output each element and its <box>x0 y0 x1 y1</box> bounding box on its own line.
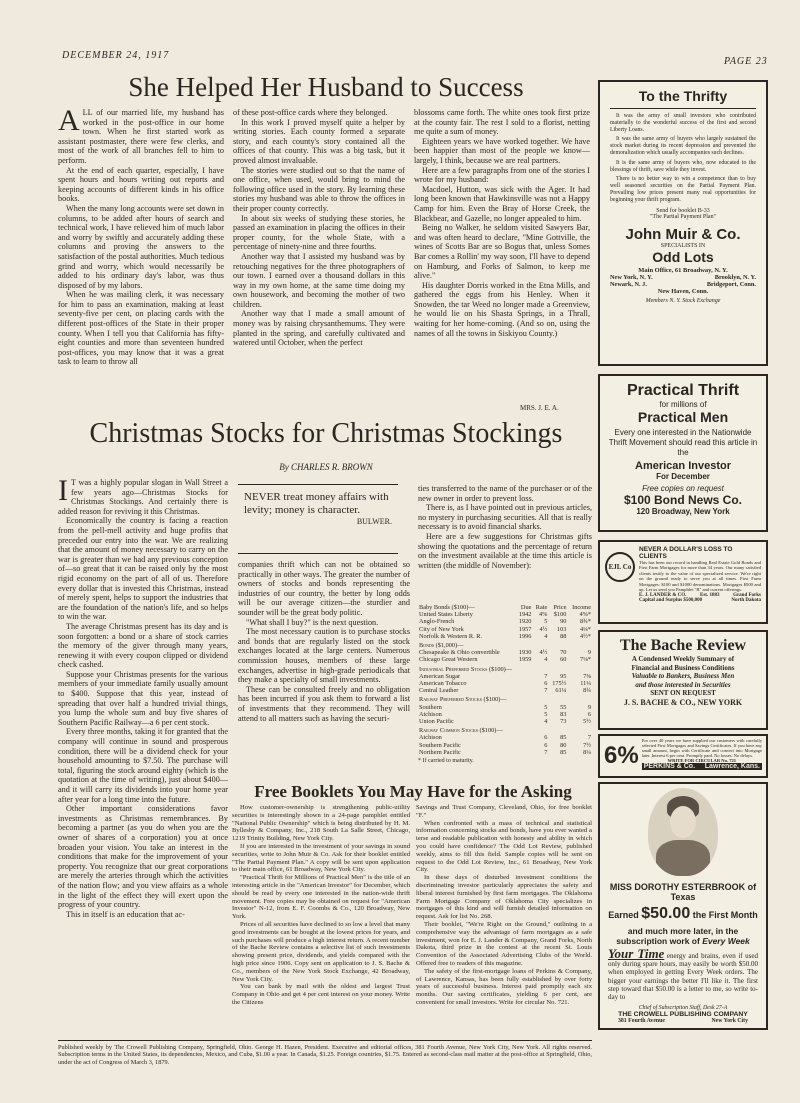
table-cell: 4¼* <box>579 625 591 633</box>
ad-oddlots: Odd Lots <box>652 248 714 265</box>
table-row <box>418 618 592 625</box>
article1-para: Macdoel, Hutton, was sick with the Ager. It had long been known that Hawkinsville was not a Happy Camp for him. Even the Bray of Horse Creek, the Blackbear, and Gazelle, no longer appealed to him. <box>414 184 590 223</box>
table-header: Baby Bonds ($100)— <box>419 604 475 611</box>
table-cell: 8¾ <box>583 687 591 695</box>
article2-para: companies thrift which can not be obtained so practically in other ways. The greater the number of owners of stocks and bonds representing the industries of our country, the better by long odds will be our average citizen—the sturdier and sounder will be the great body politic. <box>238 560 410 617</box>
table-header: Price <box>553 604 567 611</box>
article2-para: Suppose your Christmas presents for the various members of your immediate family usually amount to $400. Suppose that this year, instead of spreading that over half a hundred trivial things, you lump the whole sum and buy five shares of Southern Pacific Railway—a 6 per cent stock. <box>58 669 228 727</box>
ad-para: It is the same army of buyers who, now educated to the blessings of thrift, save while they invest. <box>610 159 756 173</box>
article2-para: Every three months, taking it for granted that the company will continue in sound and prosperous condition, there will be a dividend check for your household amounting to $7.50. The purchase will total, figuring the stock around eighty (which is the quotation at the time of writing), just about $400—and it will carry its dividends into your home year after year for a long time into the future. <box>58 727 228 804</box>
crowell-ad[interactable] <box>598 782 768 1030</box>
table-row <box>418 680 592 687</box>
ad-text: Free copies on request <box>642 484 724 493</box>
article2-para: Economically the country is facing a reaction from the pell-mell activity and huge profits that preceded our entry into the war. We are realizing that the amount of money necessary to carry on the war is greater than we had any previous conception of—so great that it can be raised only by the most rigid economy on the part of all of us. Therefore every dollar that is invested this Christmas, instead of merely spent, helps to support the industries that are the foundation of the nation's life, and so helps to win the war. <box>58 516 228 622</box>
table-cell <box>515 680 532 687</box>
table-cell <box>515 687 532 694</box>
table-group-label: Bonds ($1,000)— <box>419 642 464 650</box>
stock-table <box>418 604 592 764</box>
table-cell: 4 <box>544 656 548 664</box>
table-cell: 5 <box>544 710 548 718</box>
table-cell: 5 <box>544 703 548 711</box>
ad-name: MISS DOROTHY ESTERBROOK of Texas <box>609 882 757 902</box>
table-row <box>418 718 592 725</box>
ad-more-text: and much more later, in the subscription work of <box>616 926 739 946</box>
table-footnote: * If carried to maturity. <box>418 758 474 765</box>
article1-col1 <box>58 108 224 414</box>
table-cell: City of New York <box>419 625 464 633</box>
ad-firm: PERKINS & Co. <box>643 763 696 771</box>
article3-col1 <box>232 804 410 1030</box>
table-row <box>418 626 592 633</box>
table-cell: 175½ <box>552 680 567 688</box>
table-cell: 61¼ <box>555 687 567 695</box>
table-cell: 4½ <box>539 649 548 657</box>
ad-send: Send for booklet B-33 <box>656 207 710 214</box>
ad-earned: Earned <box>608 910 639 920</box>
ad-title: NEVER A DOLLAR'S LOSS TO CLIENTS <box>639 546 733 560</box>
table-cell: Anglo-French <box>419 618 455 626</box>
table-cell: 88 <box>560 632 567 640</box>
ad-title: To the Thrifty <box>638 88 728 104</box>
ad-percent: 6% <box>604 742 639 769</box>
ad-branch: Newark, N. J. <box>610 280 647 288</box>
table-cell: 4%* <box>579 611 591 619</box>
ad-main-office: Main Office, 61 Broadway, N. Y. <box>638 266 728 274</box>
table-cell: American Sugar <box>419 672 461 680</box>
table-cell: 4 <box>544 718 548 726</box>
ad-firm: J. S. BACHE & CO., NEW YORK <box>623 697 743 707</box>
table-header: Rate <box>535 604 548 611</box>
ad-para: It was the same army of buyers who largely sustained the stock market during its recent depression and prevented the demoralization which usually accompanies such declines. <box>610 136 756 156</box>
table-cell: United States Liberty <box>419 611 473 619</box>
table-cell: 85 <box>560 748 567 756</box>
table-group-row <box>418 725 592 734</box>
table-cell: 1959 <box>518 656 532 664</box>
lander-logo-icon: EJL Co <box>605 552 635 582</box>
table-cell: 5½ <box>583 718 591 726</box>
ad-member: Members N. Y. Stock Exchange <box>645 297 721 304</box>
ad-text: SENT ON REQUEST <box>650 689 716 697</box>
table-cell: 4% <box>538 611 548 619</box>
ad-body <box>610 113 756 204</box>
table-cell: Chesapeake & Ohio convertible <box>419 649 500 657</box>
article3-para: In these days of disturbed investment conditions the discriminating investor particularly appreciates the safety and liberal interest furnished by first farm mortgages. The Oklahoma Farm Mortgage Company of Oklahoma City specializes in mortgages of this kind and will furnish detailed information on request. Ask for list No. 268. <box>416 874 592 921</box>
table-cell: 1920 <box>518 618 532 626</box>
article2-para: There is, as I have pointed out in previous articles, no mystery in purchasing securities. All that is really necessary is to avoid financial sharks. <box>418 503 592 532</box>
table-cell: 5 <box>544 618 548 626</box>
ad-branch: New Haven, Conn. <box>657 287 709 295</box>
perkins-ad-body <box>642 738 762 774</box>
ad-text: and those interested in Securities <box>635 680 731 689</box>
ad-write: WRITE FOR CIRCULAR No. 721 <box>667 758 737 764</box>
ad-text: Financial and Business Conditions <box>631 663 735 672</box>
table-cell: Atchison <box>419 710 442 718</box>
article1-para: Here are a few paragraphs from one of the stories I wrote for my husband: <box>414 165 590 185</box>
table-cell: 1942 <box>518 611 532 619</box>
page-number: PAGE 23 <box>724 56 768 67</box>
ad-text: For December <box>656 472 710 481</box>
article1-col3 <box>414 108 590 404</box>
table-cell: 83 <box>560 710 567 718</box>
ad-branches-row <box>610 274 756 281</box>
table-cell: 6 <box>587 710 591 718</box>
table-cell: 7 <box>544 672 548 680</box>
table-cell: 95 <box>560 672 567 680</box>
table-group-label: Industrial Preferred Stocks ($100)— <box>419 665 513 673</box>
table-cell: Central Leather <box>419 687 459 695</box>
table-cell <box>515 673 532 680</box>
table-row <box>418 687 592 694</box>
ad-capital: Capital and Surplus $500,000 <box>639 598 703 604</box>
table-cell: 7 <box>544 748 548 756</box>
ad-city: Grand Forks <box>733 593 761 599</box>
article2-para: "What shall I buy?" is the next question. <box>246 617 379 627</box>
table-group-row <box>418 694 592 703</box>
table-group-row <box>418 664 592 673</box>
lander-ad[interactable] <box>598 540 768 624</box>
table-header: Income <box>572 604 591 611</box>
article3-para: Savings and Trust Company, Cleveland, Ohio, for free booklet "F." <box>416 804 592 819</box>
article2-col2 <box>238 560 410 788</box>
table-body <box>418 611 592 756</box>
ad-company: THE CROWELL PUBLISHING COMPANY <box>618 1011 748 1019</box>
article1-para: Eighteen years we have worked together. We have been happier than most of the people we know—largely, I think, because we are real partners. <box>414 136 590 165</box>
table-cell: 7 <box>587 734 591 742</box>
ad-branches-row <box>610 281 756 288</box>
table-cell: Union Pacific <box>419 718 454 726</box>
ad-branch: Bridgeport, Conn. <box>706 280 756 288</box>
article3-title: Free Booklets You May Have for the Asking <box>254 782 572 801</box>
table-cell: 85 <box>560 734 567 742</box>
perkins-ad[interactable] <box>598 734 768 778</box>
article3-para: When confronted with a mass of technical and statistical information concerning stocks and bonds, have you ever wanted a terse and readable publication with honesty and ability in which you could have confidence? The Odd Lot Review, published weekly, aims to fill this field. Sample copies will be sent on request to the Odd Lot Review, Inc., 61 Broadway, New York City. <box>416 819 592 874</box>
ad-branch: Brooklyn, N. Y. <box>714 273 756 281</box>
ad-text: for millions of <box>659 400 707 409</box>
publication-footer: Published weekly by The Crowell Publishing Company, Springfield, Ohio. George H. Hazen, President. Executive and editorial offices, 381 Fourth Avenue, New York City, New York. All rights reserved. Subscription terms in the United States, its dependencies, Mexico, and Cuba, $1.00 a year. In Canada, $1.25. Foreign countries, $1.75. Entered as second-class mail matter at the post-office at Springfield, Ohio, under the act of Congress of March 3, 1879. <box>58 1040 592 1066</box>
article1-para: Another way that I made a small amount of money was by raising chrysanthemums. They were planted in the spring, and carefully cultivated and watered until October, when the perfect <box>233 309 405 348</box>
ad-headline: Practical Men <box>637 409 729 425</box>
table-cell: 4½* <box>579 632 591 640</box>
article2-para: Other important considerations favor investments as Christmas remembrances. By becoming a partner (as you do when you are the owner of shares of a corporation) you at once broaden your vision. You take an interest in the conditions that make for the improvement of your property. You recognize that our great corporations are merely the arteries through which the activities of the nation flow; and you view affairs as a whole in the light of the effect they will exert upon the progress of your country. <box>58 804 228 910</box>
article1-col2 <box>233 108 405 414</box>
table-cell: Northern Pacific <box>419 748 461 756</box>
table-cell: 6 <box>544 741 548 749</box>
article2-para: Here are a few suggestions for Christmas gifts showing the quotations and the percentage of return on the investment available at the time this article is written (the middle of November): <box>418 531 592 570</box>
portrait-image <box>648 788 718 876</box>
ad-state: North Dakota <box>731 598 761 604</box>
table-cell: 4 <box>544 632 548 640</box>
ad-chief: Chief of Subscription Staff, Desk 27-A <box>638 1005 728 1012</box>
article2-para: IT was a highly popular slogan in Wall Street a few years ago—Christmas Stocks for Christmas Stockings. And certainly there is added reason for reviving it this Christmas. <box>58 478 228 516</box>
table-cell: 70 <box>560 649 567 657</box>
ad-more <box>608 926 758 946</box>
article1-para: His daughter Dorris worked in the Etna Mills, and gathered the eggs from his Henley. When it Snowden, the tar Weed no longer made a Greenview, he would lie on his Shasta Springs, in a Thrall, waiting for her home-coming. (And so on, using the names of all the towns in Siskiyou County.) <box>414 280 590 338</box>
table-cell <box>515 718 532 725</box>
ad-city: New York City <box>711 1018 748 1025</box>
table-row <box>418 649 592 656</box>
portrait-face <box>670 806 696 838</box>
article3-para: You can bank by mail with the oldest and largest Trust Company in Ohio and get 4 per cent interest on your money. Write the Citizens <box>232 983 410 1006</box>
table-cell: 60 <box>560 656 567 664</box>
ad-body <box>608 946 758 1002</box>
ad-firm: E. J. LANDER & CO. <box>639 593 687 599</box>
article1-para: In about six weeks of studying these stories, he passed an examination in placing the offices in their proper county, for the whole State, with a percentage of ninety-nine and three fourths. <box>233 213 405 252</box>
article3-para: The safety of the first-mortgage loans of Perkins & Company, of Lawrence, Kansas, has been fully established by over forty years of successful business. Interest paid promptly each six months. Our saving certificates, yielding 6 per cent, are convenient for small investors. Write for circular No. 721. <box>416 967 592 1006</box>
table-cell: 6 <box>544 734 548 742</box>
ad-firm: $100 Bond News Co. <box>623 493 743 507</box>
table-header: Due <box>520 604 532 611</box>
john-muir-ad[interactable] <box>598 80 768 366</box>
table-row <box>418 711 592 718</box>
table-cell: 73 <box>560 718 567 726</box>
article1-para: blossoms came forth. The white ones took first prize at the county fair. The rest I sold to a florist, netting me quite a sum of money. <box>414 108 590 137</box>
ad-plan: "The Partial Payment Plan" <box>649 213 717 220</box>
article1-para: of these post-office cards where they belonged. <box>233 108 388 117</box>
article3-para: Prices of all securities have declined to so low a level that many good investments can be bought at the lowest prices for years, and such purchases will produce a high interest return. A recent number of the Bache Review contains a selective list of such investments showing present price, dividends, and yields compared with the high price since 1906. Copy sent on application to J. S. Bache & Co., members of the New York Stock Exchange, 42 Broadway, New York City. <box>232 920 410 983</box>
ad-month: the First Month <box>692 910 758 920</box>
table-row <box>418 749 592 756</box>
article2-para: ties transferred to the name of the purchaser or of the new owner in order to prevent loss. <box>418 484 592 503</box>
ad-body: For over 40 years we have supplied our customers with carefully selected First Mortgages and Savings Certificates. If you have any small amount, begin with Certificate and convert into Mortgage later. Interest 6 per cent. Promptly paid. No losses. No delays. <box>641 738 762 759</box>
ad-address-row <box>608 1018 758 1024</box>
table-cell: Norfolk & Western R. R. <box>419 632 483 640</box>
ad-your-time: Your Time <box>608 946 665 961</box>
ad-magazine: Every Week <box>702 936 750 946</box>
article3-para: How customer-ownership is strengthening public-utility securities is interestingly shown in a 24-page pamphlet entitled "National Public Ownership" which is being distributed by H. M. Byllesby & Company, Inc., 218 South La Salle Street, Chicago, 1219 Trinity Building, New York City. <box>232 804 410 843</box>
article3-para: "Practical Thrift for Millions of Practical Men" is the title of an interesting article in the "American Investor" for December, which should be read by every one interested in the nation-wide thrift movement. Free copies may be obtained on request for "American Investor" N-12, from E. F. Coombs & Co., 120 Broadway, New York. <box>232 874 410 921</box>
ad-firm: John Muir & Co. <box>625 225 741 243</box>
article2-para: This in itself is an education that ac- <box>66 909 185 919</box>
table-row <box>418 633 592 640</box>
article3-col2 <box>416 804 592 1030</box>
pull-quote <box>238 484 398 554</box>
article3-para: If you are interested in the investment of your savings in sound securities, write to John Muir & Co. Ask for their booklet entitled "The Partial Payment Plan." A copy will be sent upon application to their main office, 61 Broadway, New York City. <box>232 842 410 874</box>
table-cell: 7⅜ <box>583 672 591 680</box>
issue-date: DECEMBER 24, 1917 <box>62 50 170 61</box>
table-cell: Southern Pacific <box>419 741 461 749</box>
bache-review-ad[interactable] <box>598 630 768 730</box>
article2-para: These can be consulted freely and no obligation has been incurred if you ask them to forward a list of investments that they recommend. They will attend to all matters such as having the securi- <box>238 684 410 723</box>
ad-city: Lawrence, Kans. <box>704 763 760 771</box>
table-cell <box>515 749 532 756</box>
table-row <box>418 673 592 680</box>
table-cell: 80 <box>560 741 567 749</box>
table-cell: Atchison <box>419 734 442 742</box>
table-cell: 8¾* <box>579 618 591 626</box>
table-cell: American Tobacco <box>419 680 467 688</box>
ad-text: Valuable to Bankers, Business Men <box>631 672 735 680</box>
table-cell: 9 <box>587 649 591 657</box>
table-cell: $100 <box>553 611 567 619</box>
ad-address: 381 Fourth Avenue <box>618 1018 665 1025</box>
ad-specialists: SPECIALISTS IN <box>660 242 706 249</box>
table-row <box>418 734 592 741</box>
ad-amount: $50.00 <box>641 905 691 922</box>
table-cell: 1996 <box>518 632 532 640</box>
table-row <box>418 656 592 663</box>
pull-quote-text: NEVER treat money affairs with levity; money is character. <box>244 491 389 516</box>
table-header-row <box>418 604 592 611</box>
table-cell <box>515 711 532 718</box>
table-cell <box>515 704 532 711</box>
portrait-body <box>656 840 710 876</box>
table-row <box>418 611 592 618</box>
table-cell: 8¼ <box>583 748 591 756</box>
article1-para: At the end of each quarter, especially, I have spent hours and hours writing out reports and keeping accounts of different kinds in his office books. <box>58 165 224 204</box>
table-group-label: Railway Preferred Stocks ($100)— <box>419 696 507 704</box>
article1-para: In this work I proved myself quite a helper by writing stories. Each county formed a separate story, and each county's story contained all the offices of that county. This was a big task, but it proved almost invaluable. <box>233 117 405 165</box>
table-cell: 6 <box>544 680 548 688</box>
article1-signature: MRS. J. E. A. <box>520 404 559 412</box>
table-cell: 103 <box>556 625 567 633</box>
table-group-row <box>418 640 592 649</box>
article2-para: The average Christmas present has its day and is soon forgotten: a bond or a share of stock carries the memory of the giver through many years, renewing it with every coupon clipped or dividend check cashed. <box>58 621 228 670</box>
ad-address: 120 Broadway, New York <box>636 507 730 516</box>
ad-earned-row <box>608 905 758 923</box>
article2-byline: By CHARLES R. BROWN <box>279 462 373 472</box>
ad-body: This has been our record in handling Real Estate Gold Bonds and First Farm Mortgages for more than 34 years. Our many satisfied clients testify to the value of our specialized service. We're right on the ground ready to serve you at all times. First Farm Mortgages: $100 and $1000 denominations. Mortgages $500 and up. Let us send you Pamphlet "B" and current offerings. <box>639 560 761 593</box>
ad-para: There is no better way to win a competence than to buy well seasoned securities on the Partial Payment Plan. Prevailing low prices present many real opportunities for beginning your thrift program. <box>610 176 756 203</box>
article1-para: When the many long accounts were set down in columns, to be added after hours of search and technical work, I have relieved him of much labor and worry by swiftly and accurately adding these columns and proving the answers to the satisfaction of the postal authorities. Much tedious grind and worry, which would necessarily be added to his ordinary day's labor, was thus disposed of by my labors. <box>58 203 224 290</box>
table-cell: 4½ <box>539 625 548 633</box>
ad-title: The Bache Review <box>619 637 747 654</box>
ad-headline: Practical Thrift <box>626 382 740 399</box>
article2-col3 <box>418 484 592 604</box>
article3-para: Their booklet, "We're Right on the Ground," outlining in a comprehensive way the advantage of farm mortgages as a safe investment, won for E. J. Lander & Company, Grand Forks, North Dakota, third prize in the contest at the recent St. Louis Convention of the Associated Advertising Clubs of the World. Offered free to readers of this magazine. <box>416 920 592 967</box>
article1-title: She Helped Her Husband to Success <box>128 72 524 102</box>
table-cell: 9 <box>587 703 591 711</box>
article2-title: Christmas Stocks for Christmas Stockings <box>89 418 563 449</box>
ad-text: Every one interested in the Nationwide Thrift Movement should read this article in the <box>608 428 758 457</box>
quotation-table <box>418 604 592 756</box>
ad-branch: New York, N. Y. <box>610 273 653 281</box>
article1-para: The stories were studied out so that the name of one office, when used, would bring to mind the following office used in the story. By learning these stories my husband was able to throw the offices in their proper county correctly. <box>233 165 405 213</box>
table-group-label: Railway Common Stocks ($100)— <box>419 727 503 735</box>
article1-para: Another way that I assisted my husband was by retouching negatives for the three photographers of our town. I earned over a thousand dollars in this way in my own home, at the same time doing my own housework, and becoming the mother of two children. <box>233 251 405 309</box>
table-cell: 55 <box>560 703 567 711</box>
ad-firm-bar <box>642 763 762 770</box>
table-cell: 11¼ <box>580 680 591 688</box>
table-cell: 1930 <box>518 649 532 657</box>
ad-text: A Condensed Weekly Summary of <box>631 655 735 663</box>
ad-para: It was the army of small investors who contributed materially to the wonderful success of the first and second Liberty Loans. <box>610 113 756 133</box>
table-cell: Chicago Great Western <box>419 656 478 664</box>
article1-para: When he was mailing clerk, it was necessary for him to pass an examination, making at least seventy-five per cent, on placing cards with the different post-offices of the State in their proper county. When I tell you that California has fifty-eight counties and more than seventeen hundred post-offices, you may know that it was a great task to learn to throw all <box>58 290 224 367</box>
pull-quote-author: BULWER. <box>356 517 392 526</box>
table-cell: 1957 <box>518 625 532 633</box>
ad-est: Est. 1883 <box>700 593 720 599</box>
ad-body-text: energy and brains, even if used only during spare hours, may easily be worth $50.00 when employed in getting Every Week orders. The bigger your earnings the better I'll like it. The first step toward that $50.00 is a letter to me, so write to-day to <box>608 952 758 1002</box>
table-cell: 90 <box>560 618 567 626</box>
american-investor-ad[interactable] <box>598 374 768 532</box>
ad-magazine: American Investor <box>635 460 731 472</box>
table-row <box>418 742 592 749</box>
table-cell: 7⅛* <box>579 656 591 664</box>
ad-capital-row <box>639 598 761 603</box>
article2-col1 <box>58 478 228 1030</box>
table-cell <box>515 734 532 741</box>
lander-ad-body <box>639 546 761 618</box>
article2-para: The most necessary caution is to purchase stocks and bonds that are regularly listed on the stock exchanges located at the large centers. Numerous commission houses, members of these large exchanges, advertise in high-grade periodicals that they make a specialty of small investments. <box>238 627 410 685</box>
table-cell: 7 <box>544 687 548 695</box>
article1-para: ALL of our married life, my husband has worked in the post-office in our home town. When he first started work as assistant postmaster, there were few clerks, and most of the work of all branches fell to him to perform. <box>58 108 224 165</box>
table-row <box>418 704 592 711</box>
article1-para: Being no Walker, he seldom visited Sawyers Bar, and was often heard to declare, "Mine Gottville, the wines of Scotts Bar are so Bogus that, unless Somes Bar comes a Rollin' my way soon, I'll have to depend on Hamburg, and Forks of Salmon, to keep me alive." <box>414 223 590 281</box>
table-cell: 7½ <box>583 741 591 749</box>
table-cell <box>515 742 532 749</box>
table-cell: Southern <box>419 703 442 711</box>
